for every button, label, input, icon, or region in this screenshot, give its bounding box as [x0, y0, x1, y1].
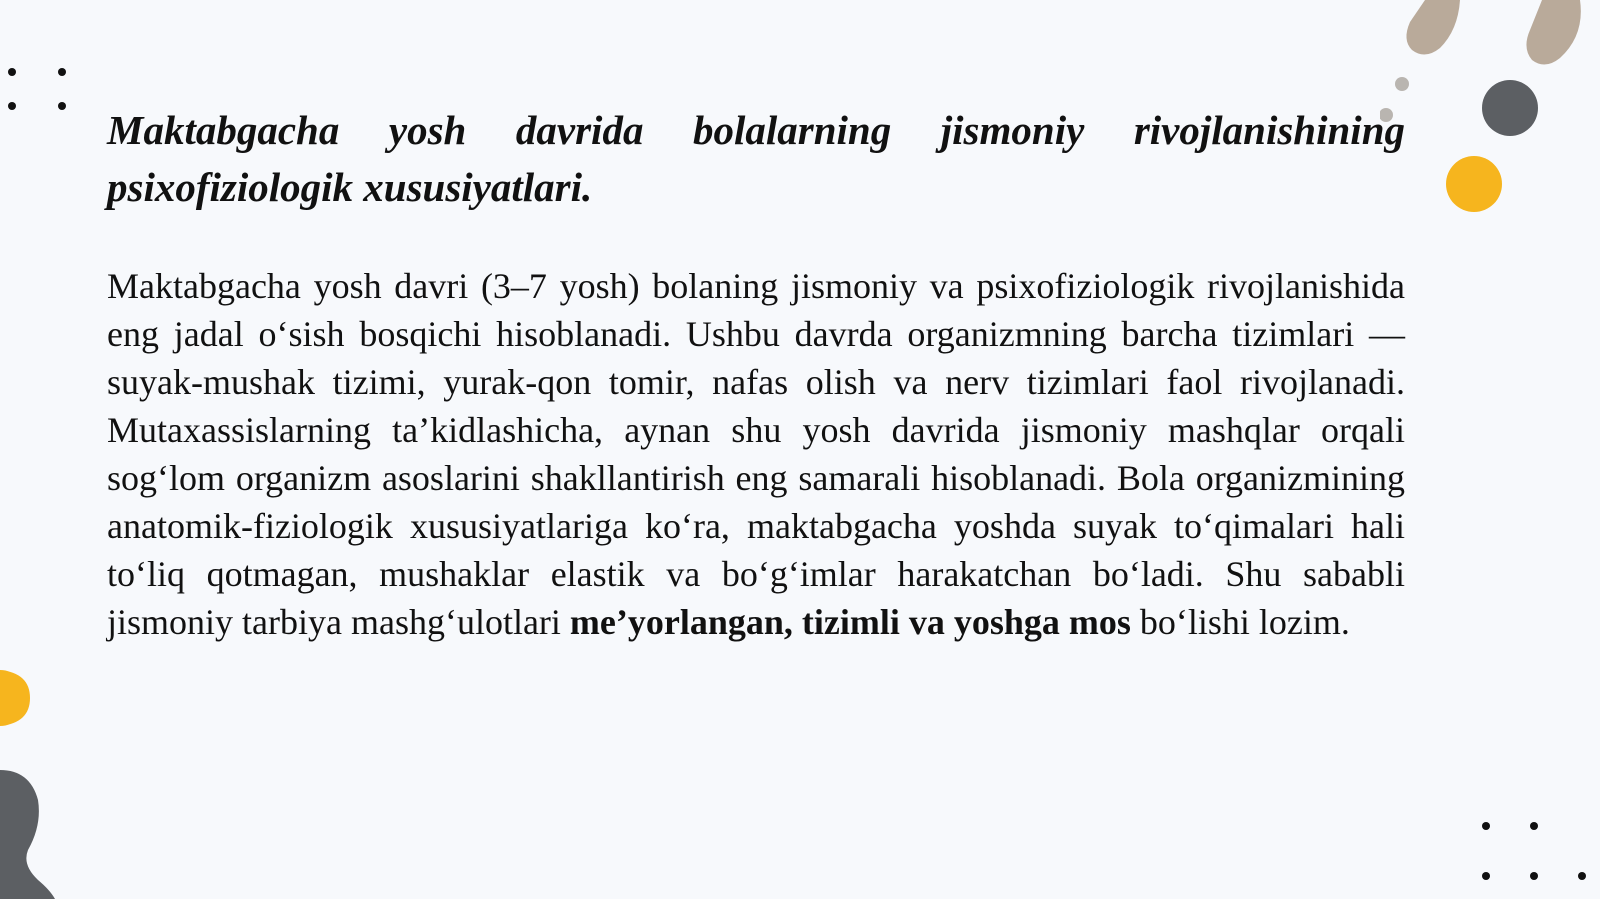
decor-shapes-top-right [1380, 0, 1600, 240]
slide-paragraph [107, 262, 1405, 646]
slide-title: Maktabgacha yosh davrida bolalarning jismoniy rivojlanishining psixofiziologik xususiyatlari. [107, 107, 1405, 210]
paragraph-bold-phrase: me’yorlangan, tizimli va yoshga mos [569, 602, 1131, 642]
paragraph-text-end: bo‘lishi lozim. [1130, 602, 1350, 642]
yellow-half-circle-left [0, 668, 40, 728]
paragraph-text: Maktabgacha yosh davri (3–7 yosh) bolaning jismoniy va psixofiziologik rivojlanishida eng jadal o‘sish bosqichi hisoblanadi. Ushbu davrda organizmning barcha tizimlari — suyak-mushak tizimi, yurak-qon tomir, nafas olish va nerv tizimlari faol rivojlanadi. Mutaxassislarning ta’kidlashicha, aynan shu yosh davrida jismoniy mashqlar orqali sog‘lom organizm asoslarini shakllantirish eng samarali hisoblanadi. Bola organizmining anatomik-fiziologik xususiyatlariga ko‘ra, maktabgacha yoshda suyak to‘qimalari hali to‘liq qotmagan, mushaklar elastik va bo‘g‘imlar harakatchan bo‘ladi. Shu sababli jismoniy tarbiya mashg‘ulotlari [107, 266, 1405, 642]
gray-blob-bottom-left [0, 770, 70, 899]
